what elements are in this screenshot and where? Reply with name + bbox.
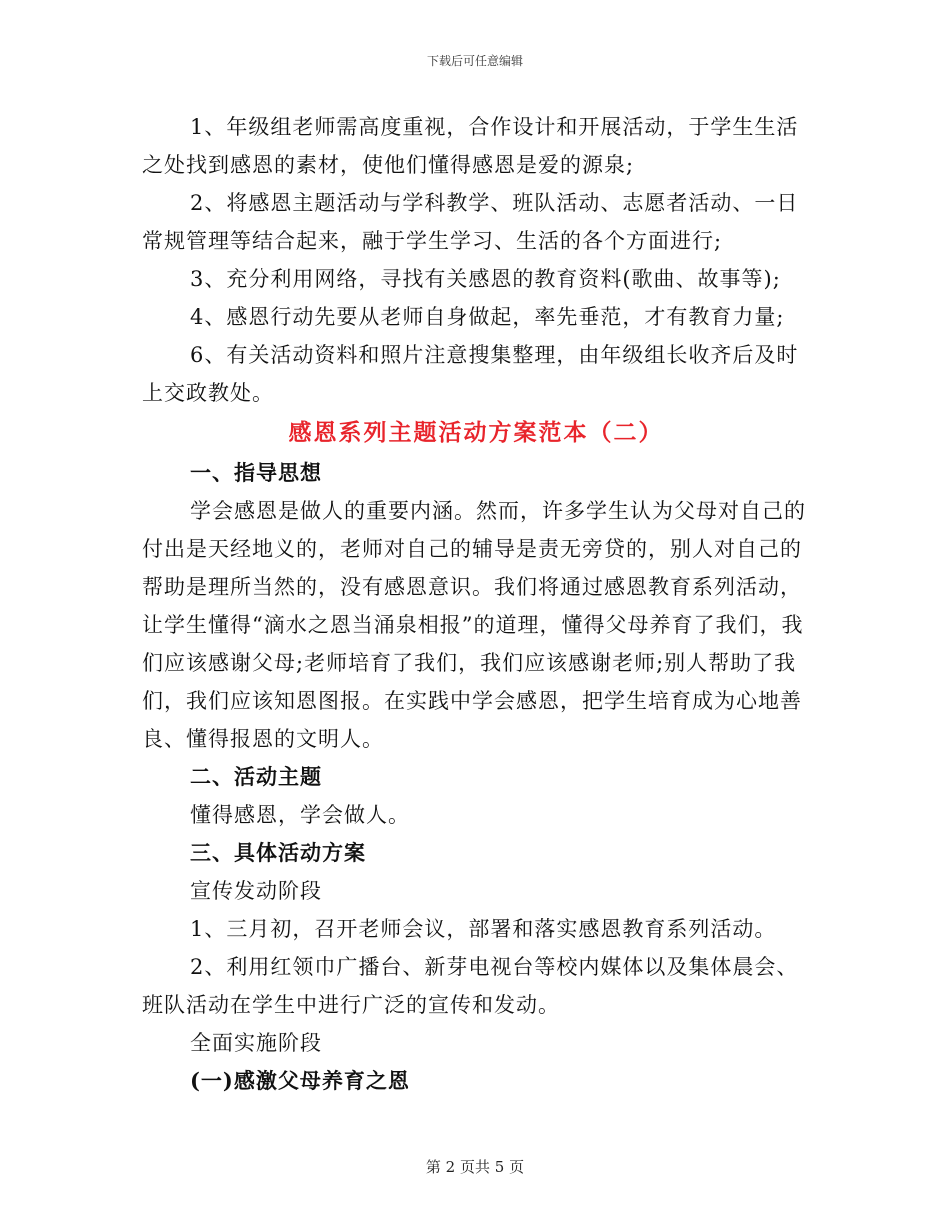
paragraph-item-1: 1、年级组老师需高度重视，合作设计和开展活动，于学生生活之处找到感恩的素材，使他们懂得感恩是爱的源泉; <box>142 115 799 177</box>
document-body <box>142 108 810 1100</box>
paragraph-item-2: 2、将感恩主题活动与学科教学、班队活动、志愿者活动、一日常规管理等结合起来，融于学生学习、生活的各个方面进行; <box>142 191 799 253</box>
stage-publicity: 宣传发动阶段 <box>190 879 322 903</box>
stage-implementation: 全面实施阶段 <box>190 1031 322 1055</box>
paragraph-item-3: 3、充分利用网络，寻找有关感恩的教育资料(歌曲、故事等); <box>190 267 781 291</box>
plan-item-1: 1、三月初，召开老师会议，部署和落实感恩教育系列活动。 <box>190 917 777 941</box>
section-heading-activity-theme: 二、活动主题 <box>190 764 322 789</box>
paragraph-item-6: 6、有关活动资料和照片注意搜集整理，由年级组长收齐后及时上交政教处。 <box>142 343 799 405</box>
sub-heading-parents: (一)感激父母养育之恩 <box>190 1068 410 1093</box>
document-title: 感恩系列主题活动方案范本（二） <box>288 419 664 446</box>
section-heading-guiding-thought: 一、指导思想 <box>190 460 322 485</box>
section-body-guiding-thought: 学会感恩是做人的重要内涵。然而，许多学生认为父母对自己的付出是天经地义的，老师对自己的辅导是责无旁贷的，别人对自己的帮助是理所当然的，没有感恩意识。我们将通过感恩教育系列活动，让学生懂得“滴水之恩当涌泉相报”的道理，懂得父母养育了我们，我们应该感谢父母;老师培育了我们，我们应该感谢老师;别人帮助了我们，我们应该知恩图报。在实践中学会感恩，把学生培育成为心地善良、懂得报恩的文明人。 <box>142 499 806 751</box>
page-footer: 第 2 页共 5 页 <box>425 1158 525 1176</box>
section-heading-activity-plan: 三、具体活动方案 <box>190 840 366 865</box>
paragraph-item-4: 4、感恩行动先要从老师自身做起，率先垂范，才有教育力量; <box>190 305 785 329</box>
plan-item-2: 2、利用红领巾广播台、新芽电视台等校内媒体以及集体晨会、班队活动在学生中进行广泛的宣传和发动。 <box>142 955 799 1017</box>
section-body-activity-theme: 懂得感恩，学会做人。 <box>190 803 410 827</box>
page-header: 下载后可任意编辑 <box>426 54 523 68</box>
